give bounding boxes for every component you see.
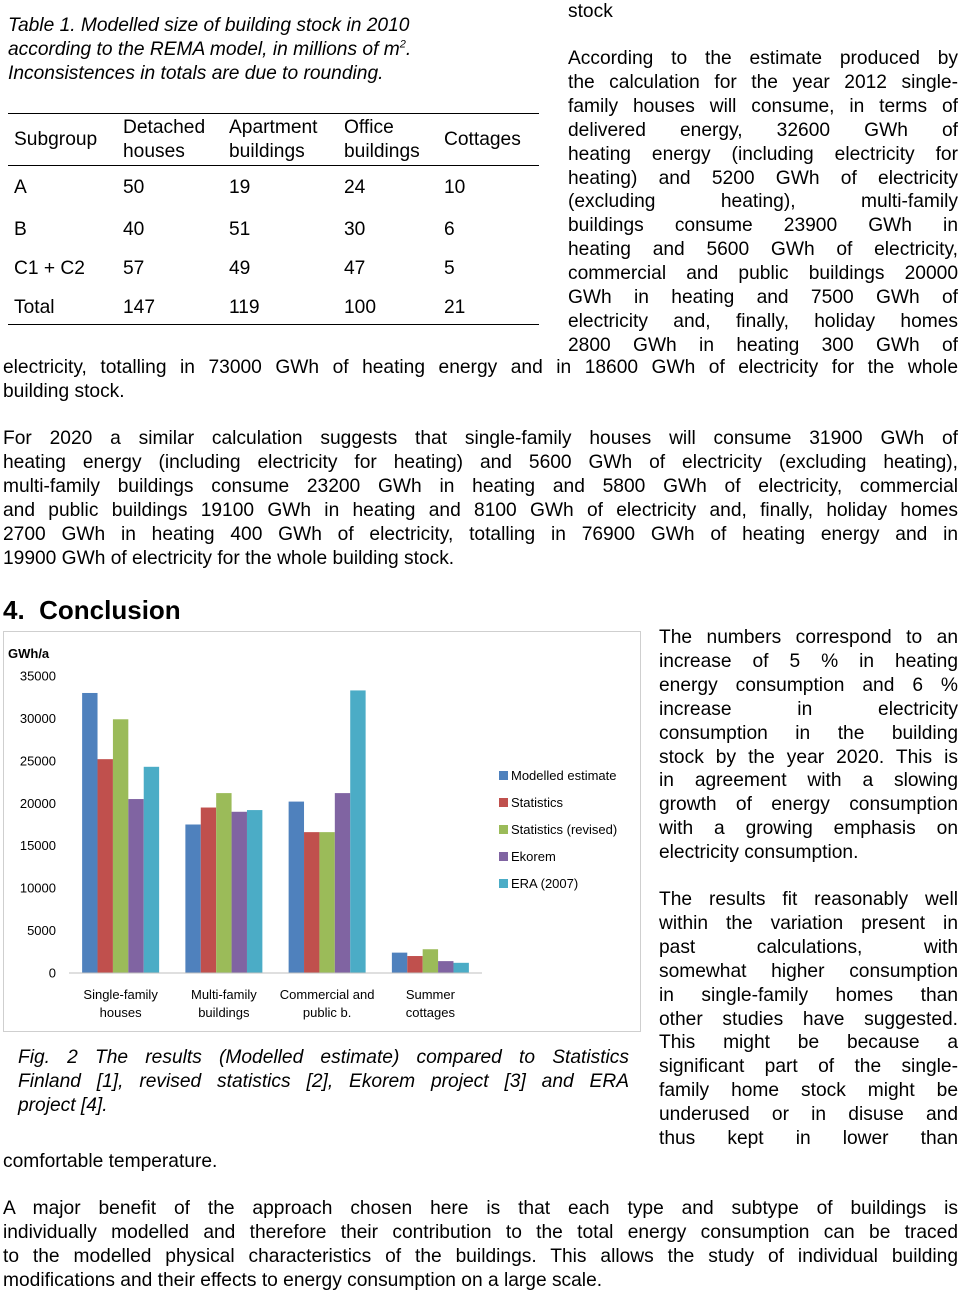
- y-tick-label: 30000: [19, 710, 56, 726]
- table-cell: 50: [123, 177, 145, 198]
- bar: [232, 812, 247, 973]
- bar: [453, 963, 468, 973]
- y-tick-label: 5000: [27, 923, 56, 939]
- text-line: building stock.: [3, 380, 125, 402]
- text-line: GWh in heating and 7500 GWh of: [568, 287, 958, 309]
- text-line: individually modelled and therefore their contribution to the total energy consumption can be traced: [3, 1221, 958, 1243]
- text-line: in agreement with a slowing: [659, 770, 958, 792]
- table-cell: 57: [123, 258, 145, 279]
- text-line: 2800 GWh in heating 300 GWh of: [568, 334, 958, 356]
- table-header-cottages: Cottages: [444, 129, 521, 150]
- x-category-label: cottages: [405, 1005, 455, 1020]
- table-caption-line2: according to the REMA model, in millions of $m^2$.: [8, 38, 412, 60]
- comfortable-temperature-text: comfortable temperature.: [3, 1151, 218, 1172]
- table-cell: 147: [123, 297, 156, 318]
- text-line: underused or in disuse and: [659, 1104, 958, 1126]
- bar: [438, 961, 453, 973]
- table-cell: 24: [344, 177, 366, 198]
- legend-label: Ekorem: [511, 849, 556, 864]
- bar: [392, 953, 407, 973]
- table-cell: 21: [444, 297, 466, 318]
- legend-swatch: [499, 798, 508, 807]
- text-line: energy consumption and 6 %: [659, 674, 958, 696]
- text-line: buildings consume 23900 GWh in: [568, 215, 958, 237]
- legend-label: Statistics (revised): [511, 822, 618, 837]
- text-line: This might be because a: [659, 1032, 958, 1054]
- y-tick-label: 25000: [19, 753, 56, 769]
- bar: [407, 956, 422, 973]
- legend-label: Statistics: [511, 795, 564, 810]
- table-header-detached: Detached houses: [123, 117, 206, 162]
- x-category-label: Multi-family: [191, 987, 257, 1002]
- table-header-subgroup: Subgroup: [14, 129, 98, 150]
- bar: [185, 825, 200, 974]
- text-line: consumption in the building: [659, 722, 958, 744]
- text-line: heating energy (including electricity for heating) and 5600 GWh of electricity (excluding heating),: [3, 451, 958, 473]
- table-caption-line3: Inconsistences in totals are due to rounding.: [8, 63, 384, 84]
- text-line: and public buildings 19100 GWh in heating and 8100 GWh of electricity and, finally, holiday homes: [3, 499, 958, 521]
- text-line: 2700 GWh in heating 400 GWh of electricity, totalling in 76900 GWh of heating energy and in: [3, 523, 958, 545]
- bar: [144, 767, 159, 973]
- table-cell: Total: [14, 297, 55, 318]
- legend-label: Modelled estimate: [511, 768, 617, 783]
- bar: [289, 802, 304, 973]
- x-category-label: houses: [99, 1005, 142, 1020]
- y-tick-label: 10000: [19, 880, 56, 896]
- table-cell: 30: [344, 219, 366, 240]
- table-header-office: Office buildings: [344, 117, 420, 162]
- text-line: with a growing emphasis on: [659, 818, 958, 840]
- text-line: heating) and 5200 GWh of electricity: [568, 167, 958, 189]
- bar: [98, 759, 113, 973]
- text-line: in single-family homes than: [659, 984, 958, 1006]
- text-line: (excluding heating), multi-family: [568, 191, 958, 213]
- caption-line: project [4].: [18, 1095, 108, 1116]
- text-line: heating energy (including electricity for: [568, 143, 958, 165]
- section-word-stock: stock: [568, 1, 613, 22]
- text-line: According to the estimate produced by: [568, 48, 958, 69]
- x-category-label: public b.: [302, 1005, 352, 1020]
- table-cell: A: [14, 177, 27, 198]
- text-line: commercial and public buildings 20000: [568, 263, 958, 285]
- bar: [335, 793, 350, 973]
- table-header-rule: [8, 165, 539, 166]
- bar: [216, 793, 231, 973]
- table-cell: 100: [344, 297, 377, 318]
- x-category-label: Single-family: [83, 987, 158, 1002]
- text-line: electricity consumption.: [659, 842, 859, 864]
- x-category-label: Summer: [405, 987, 455, 1002]
- bar: [423, 949, 438, 973]
- table-bottom-rule: [8, 324, 539, 325]
- table-cell: 40: [123, 219, 145, 240]
- text-line: increase of 5 % in heating: [659, 650, 958, 672]
- table-cell: C1 + C2: [14, 258, 85, 279]
- text-line: family home stock might be: [659, 1080, 958, 1102]
- conclusion-paragraph-1: [659, 626, 958, 865]
- text-line: 19900 GWh of electricity for the whole building stock.: [3, 547, 455, 569]
- text-line: to the modelled physical characteristics of the buildings. This allows the study of individual building: [3, 1245, 958, 1267]
- legend-swatch: [499, 852, 508, 861]
- text-line: growth of energy consumption: [659, 794, 958, 816]
- table-cell: 10: [444, 177, 466, 198]
- table-top-rule: [8, 113, 539, 114]
- bar: [319, 832, 334, 973]
- text-line: A major benefit of the approach chosen here is that each type and subtype of buildings is: [3, 1198, 958, 1219]
- text-line: within the variation present in: [659, 912, 958, 934]
- y-tick-label: 20000: [19, 795, 56, 811]
- text-line: somewhat higher consumption: [659, 960, 958, 982]
- final-paragraph: [3, 1197, 958, 1293]
- y-tick-label: 15000: [19, 838, 56, 854]
- caption-line: Finland [1], revised statistics [2], Ekorem project [3] and ERA: [18, 1071, 629, 1092]
- bar: [350, 690, 365, 973]
- text-line: electricity and, finally, holiday homes: [568, 310, 958, 332]
- bar: [128, 799, 143, 973]
- x-category-label: Commercial and: [279, 987, 375, 1002]
- text-line: The numbers correspond to an: [659, 627, 958, 648]
- legend-swatch: [499, 825, 508, 834]
- caption-line: Fig. 2 The results (Modelled estimate) compared to Statistics: [18, 1047, 629, 1068]
- bar: [201, 808, 216, 973]
- table-cell: 119: [229, 297, 260, 318]
- energy-chart: [3, 631, 641, 1032]
- text-line: delivered energy, 32600 GWh of: [568, 119, 958, 141]
- text-line: past calculations, with: [659, 936, 958, 958]
- text-line: stock by the year 2020. This is: [659, 746, 958, 768]
- legend-swatch: [499, 771, 508, 780]
- text-line: thus kept in lower than: [659, 1128, 958, 1150]
- y-axis-unit-label: GWh/a: [8, 646, 50, 661]
- text-line: heating and 5600 GWh of electricity,: [568, 239, 958, 261]
- table-cell: 19: [229, 177, 251, 198]
- text-line: family houses will consume, in terms of: [568, 95, 958, 117]
- conclusion-paragraph-2: [659, 888, 958, 1151]
- table-caption-line1: Table 1. Modelled size of building stock in 2010: [8, 15, 410, 36]
- x-category-label: buildings: [198, 1005, 250, 1020]
- table-cell: 49: [229, 258, 251, 279]
- forecast-2020-paragraph: [3, 427, 958, 570]
- text-line: other studies have suggested.: [659, 1008, 958, 1030]
- table-cell: 47: [344, 258, 366, 279]
- table-caption: [8, 14, 478, 86]
- table-cell: B: [14, 219, 27, 240]
- text-line: electricity, totalling in 73000 GWh of heating energy and in 18600 GWh of electricity for the whole: [3, 357, 958, 378]
- y-tick-label: 0: [48, 965, 56, 981]
- bar: [247, 810, 262, 973]
- text-line: For 2020 a similar calculation suggests that single-family houses will consume 31900 GWh of: [3, 428, 958, 449]
- bar: [82, 693, 97, 973]
- bar: [113, 719, 128, 973]
- bar-chart-svg: [4, 632, 640, 1031]
- estimate-paragraph: [568, 47, 958, 358]
- bar: [304, 832, 319, 973]
- text-line: modifications and their effects to energy consumption on a large scale.: [3, 1269, 603, 1291]
- table-cell: 6: [444, 219, 455, 240]
- figure-caption: [18, 1046, 629, 1118]
- legend-swatch: [499, 879, 508, 888]
- legend-label: ERA (2007): [511, 876, 579, 891]
- estimate-paragraph-tail: [3, 356, 958, 404]
- table-cell: 5: [444, 258, 455, 279]
- table-cell: 51: [229, 219, 251, 240]
- y-tick-label: 35000: [19, 668, 56, 684]
- text-line: The results fit reasonably well: [659, 889, 958, 910]
- text-line: multi-family buildings consume 23200 GWh in heating and 5800 GWh of electricity, commercial: [3, 475, 958, 497]
- text-line: the calculation for the year 2012 single-: [568, 71, 958, 93]
- section-heading-conclusion: 4. Conclusion: [3, 595, 181, 625]
- text-line: increase in electricity: [659, 698, 958, 720]
- text-line: significant part of the single-: [659, 1056, 958, 1078]
- table-header-apartment: Apartment buildings: [229, 117, 318, 162]
